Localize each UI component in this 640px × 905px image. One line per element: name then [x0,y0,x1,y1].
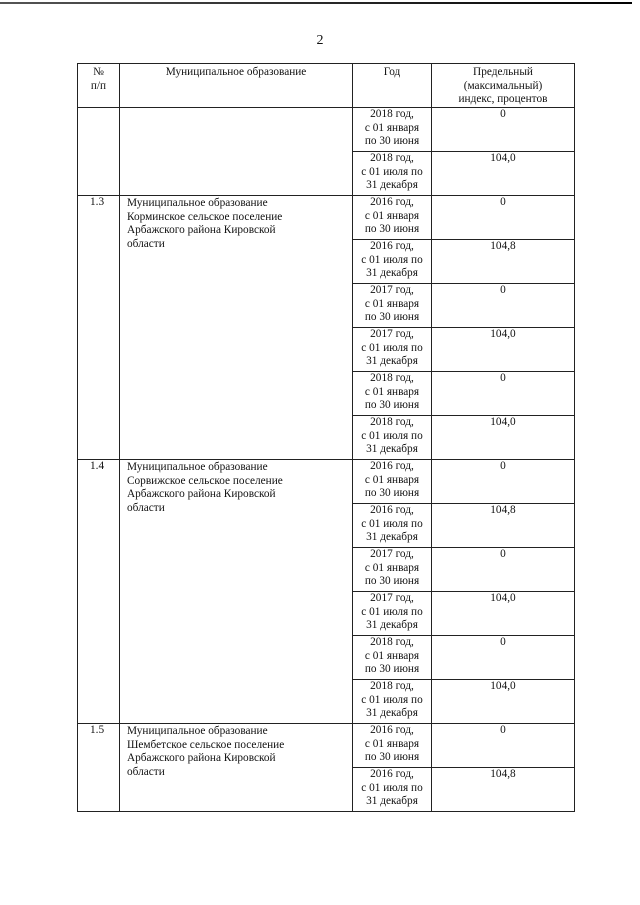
index-value-cell: 0 [432,460,575,504]
row-number-cell: 1.4 [78,460,120,724]
period-cell: 2016 год, с 01 июля по 31 декабря [353,768,432,812]
period-cell: 2018 год, с 01 июля по 31 декабря [353,680,432,724]
table-row [78,108,575,152]
index-value-cell: 104,0 [432,152,575,196]
index-value-cell: 0 [432,724,575,768]
index-value-cell: 0 [432,372,575,416]
header-num: № п/п [78,64,120,108]
index-value-cell: 104,0 [432,680,575,724]
header-municipality: Муниципальное образование [120,64,353,108]
table-row [78,460,575,504]
index-value-cell: 104,0 [432,416,575,460]
header-index: Предельный (максимальный) индекс, процентов [432,64,575,108]
page-number: 2 [316,33,324,48]
period-cell: 2018 год, с 01 января по 30 июня [353,108,432,152]
period-cell: 2016 год, с 01 января по 30 июня [353,724,432,768]
table-row [78,196,575,240]
period-cell: 2016 год, с 01 января по 30 июня [353,460,432,504]
scan-top-edge-line [0,2,632,4]
municipality-cell [120,108,353,196]
header-year: Год [353,64,432,108]
tariff-index-table [77,63,575,812]
index-value-cell: 0 [432,636,575,680]
period-cell: 2016 год, с 01 июля по 31 декабря [353,504,432,548]
index-value-cell: 0 [432,108,575,152]
index-value-cell: 104,0 [432,328,575,372]
index-value-cell: 104,8 [432,504,575,548]
period-cell: 2017 год, с 01 июля по 31 декабря [353,328,432,372]
period-cell: 2018 год, с 01 июля по 31 декабря [353,416,432,460]
row-number-cell: 1.5 [78,724,120,812]
municipality-cell: Муниципальное образование Корминское сельское поселение Арбажского района Кировской области [120,196,353,460]
period-cell: 2016 год, с 01 января по 30 июня [353,196,432,240]
period-cell: 2018 год, с 01 января по 30 июня [353,372,432,416]
municipality-cell: Муниципальное образование Сорвижское сельское поселение Арбажского района Кировской области [120,460,353,724]
table-header-row [78,64,575,108]
index-value-cell: 104,8 [432,240,575,284]
period-cell: 2018 год, с 01 января по 30 июня [353,636,432,680]
period-cell: 2016 год, с 01 июля по 31 декабря [353,240,432,284]
row-number-cell [78,108,120,196]
period-cell: 2017 год, с 01 января по 30 июня [353,284,432,328]
period-cell: 2017 год, с 01 июля по 31 декабря [353,592,432,636]
index-value-cell: 104,0 [432,592,575,636]
index-value-cell: 104,8 [432,768,575,812]
row-number-cell: 1.3 [78,196,120,460]
period-cell: 2017 год, с 01 января по 30 июня [353,548,432,592]
period-cell: 2018 год, с 01 июля по 31 декабря [353,152,432,196]
municipality-cell: Муниципальное образование Шембетское сельское поселение Арбажского района Кировской области [120,724,353,812]
index-value-cell: 0 [432,284,575,328]
table-row [78,724,575,768]
index-value-cell: 0 [432,548,575,592]
index-value-cell: 0 [432,196,575,240]
table-body [78,108,575,812]
